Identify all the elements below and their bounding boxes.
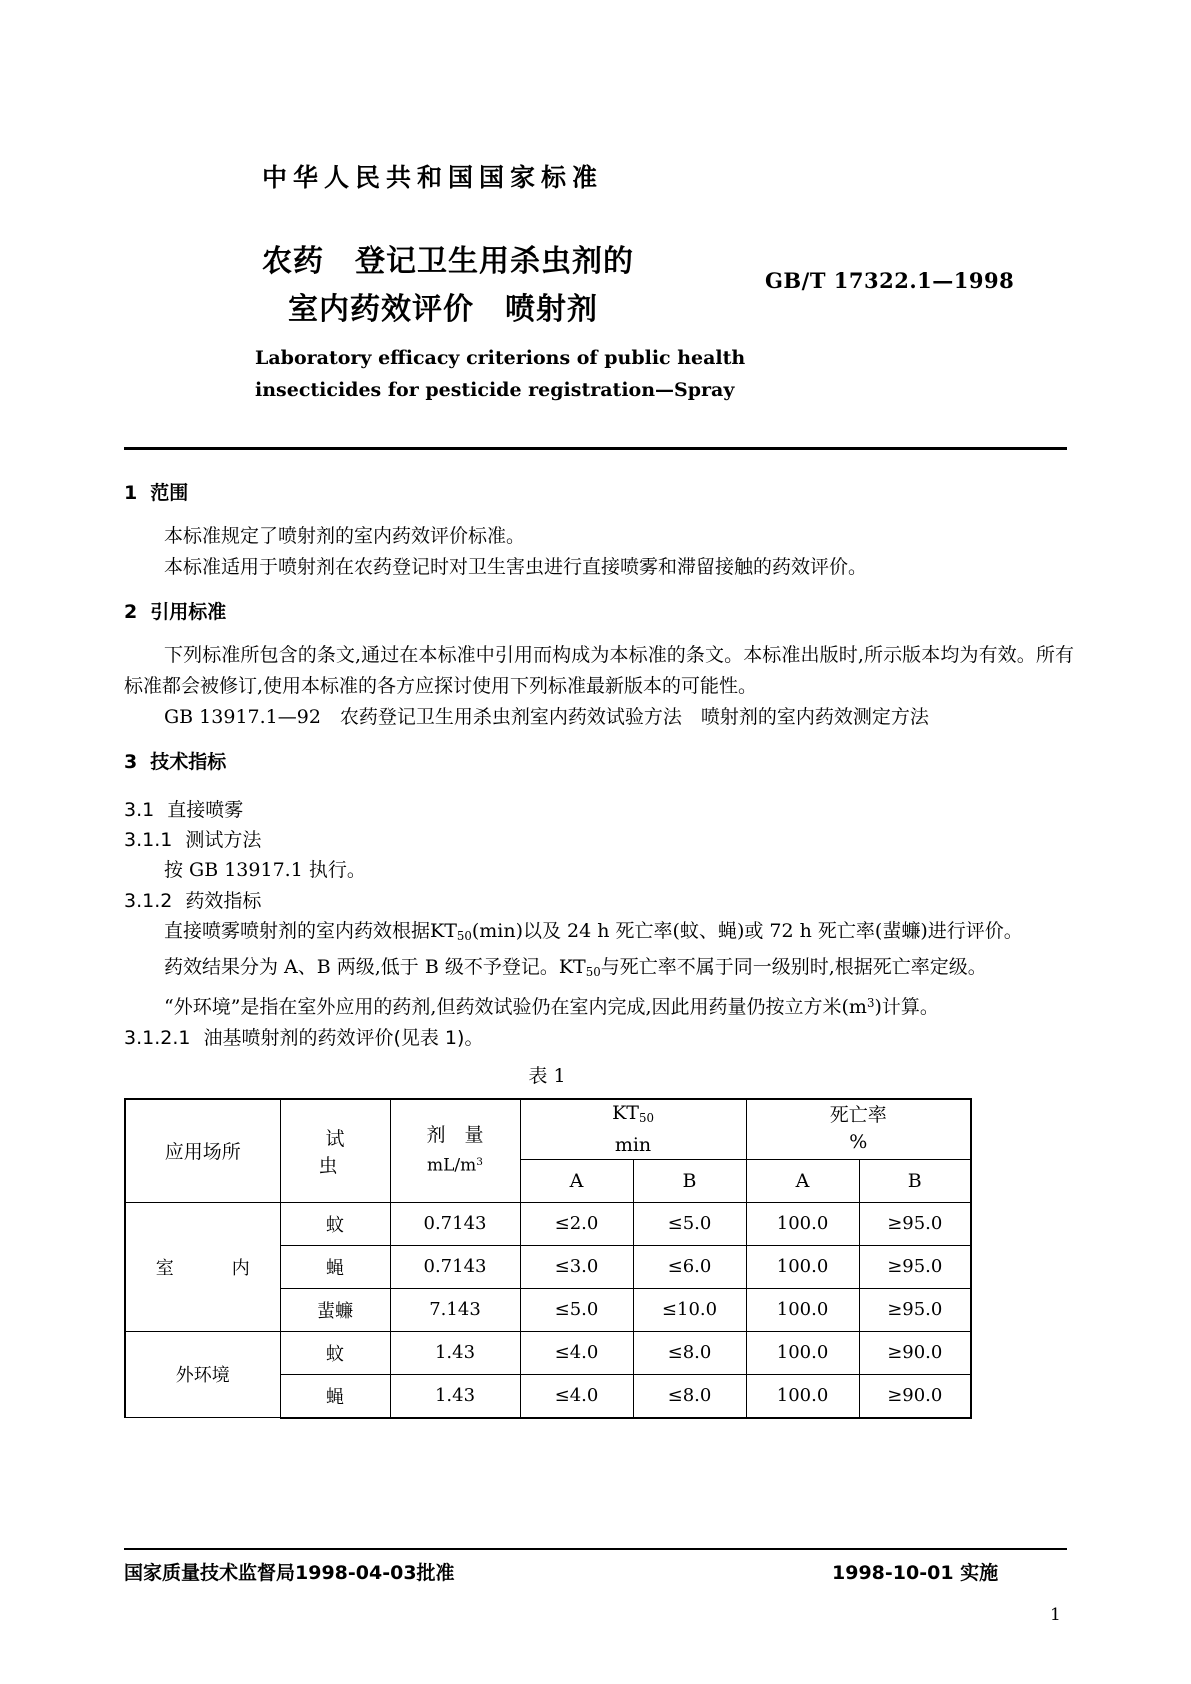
cell-kt50-b: ≤8.0	[633, 1374, 746, 1418]
p2-text-a: 药效结果分为 A、B 两级,低于 B 级不予登记。KT	[164, 955, 586, 978]
cell-kt50-a: ≤5.0	[520, 1288, 633, 1331]
footer-approval-text: 国家质量技术监督局1998‑04‑03批准	[124, 1562, 455, 1584]
section-3-1-2-1-number: 3.1.2.1	[124, 1026, 191, 1049]
header-mortality-label: 死亡率	[829, 1104, 887, 1127]
header-kt50	[520, 1099, 746, 1159]
page-number: 1	[1050, 1605, 1061, 1625]
header-dose	[390, 1099, 520, 1202]
document-title-block	[262, 238, 732, 334]
section-3-1-1-number: 3.1.1	[124, 829, 173, 851]
cell-mortality-b: ≥95.0	[859, 1202, 971, 1245]
cell-insect: 蚊	[280, 1202, 390, 1245]
cell-kt50-a: ≤4.0	[520, 1374, 633, 1418]
section-1-number: 1	[124, 482, 138, 504]
cell-kt50-a: ≤3.0	[520, 1245, 633, 1288]
p2-subscript: 50	[585, 964, 601, 979]
header-kt50-grade-b: B	[633, 1159, 746, 1202]
row-group-place-outdoor: 外环境	[125, 1331, 280, 1418]
header-place: 应用场所	[125, 1099, 280, 1202]
header-kt50-text: KT	[612, 1101, 639, 1124]
standard-number: GB/T 17322.1—1998	[765, 268, 1015, 293]
section-3-1-2-paragraph-3	[124, 988, 1074, 1023]
cell-mortality-a: 100.0	[746, 1374, 859, 1418]
english-subtitle-line-1: Laboratory efficacy criterions of public health	[255, 347, 746, 369]
cell-dose: 1.43	[390, 1331, 520, 1374]
section-3-1-2-paragraph-2	[124, 952, 1074, 988]
section-3-1-title: 直接喷雾	[167, 799, 244, 821]
title-line-1: 农药 登记卫生用杀虫剂的	[262, 244, 634, 279]
section-2-title: 引用标准	[150, 601, 227, 623]
cell-kt50-b: ≤5.0	[633, 1202, 746, 1245]
section-3-1-2-number: 3.1.2	[124, 890, 173, 912]
header-mortality-unit: %	[849, 1131, 868, 1154]
section-heading-2	[124, 597, 1074, 627]
section-2-number: 2	[124, 601, 138, 623]
header-mortality	[746, 1099, 971, 1159]
section-3-title: 技术指标	[150, 751, 227, 773]
header-kt50-label	[521, 1100, 746, 1132]
section-3-number: 3	[124, 751, 138, 773]
header-kt50-unit: min	[614, 1133, 652, 1156]
row-group-place-indoor	[125, 1202, 280, 1331]
efficacy-table	[124, 1098, 972, 1419]
section-1-title: 范围	[150, 482, 189, 504]
header-insect	[280, 1099, 390, 1202]
section-3-1-1-title: 测试方法	[185, 829, 262, 851]
title-line-2: 室内药效评价 喷射剂	[288, 292, 598, 327]
section-2-paragraph-1: 下列标准所包含的条文,通过在本标准中引用而构成为本标准的条文。本标准出版时,所示版本均为有效。所有标准都会被修订,使用本标准的各方应探讨使用下列标准最新版本的可能性。	[124, 644, 1074, 697]
table-row	[125, 1202, 971, 1245]
cell-insect: 蚊	[280, 1331, 390, 1374]
table-header-row-1	[125, 1099, 971, 1159]
english-subtitle-line-2: insecticides for pesticide registration—Spray	[255, 379, 735, 401]
section-heading-3-1-2-1	[124, 1023, 1074, 1053]
cell-kt50-b: ≤8.0	[633, 1331, 746, 1374]
cell-insect: 蝇	[280, 1245, 390, 1288]
p3-text-b: )计算。	[874, 995, 939, 1018]
section-2-reference-standard: GB 13917.1—92 农药登记卫生用杀虫剂室内药效试验方法 喷射剂的室内药效测定方法	[164, 706, 929, 728]
header-kt50-subscript: 50	[638, 1110, 654, 1125]
header-mortality-grade-b: B	[859, 1159, 971, 1202]
document-body	[124, 478, 1074, 1419]
masthead-national-standard: 中华人民共和国国家标准	[262, 163, 604, 192]
header-insect-label: 试 虫	[318, 1127, 392, 1177]
cell-dose: 0.7143	[390, 1245, 520, 1288]
cell-kt50-a: ≤2.0	[520, 1202, 633, 1245]
footer-implementation-date: 1998‑10‑01 实施	[832, 1562, 999, 1584]
p2-text-b: 与死亡率不属于同一级别时,根据死亡率定级。	[600, 955, 987, 978]
header-dose-unit-exponent: 3	[476, 1156, 483, 1169]
section-heading-3-1-1	[124, 825, 1074, 855]
section-heading-1	[124, 478, 1074, 508]
p1-text-b: (min)以及 24 h 死亡率(蚊、蝇)或 72 h 死亡率(蜚蠊)进行评价。	[471, 920, 1023, 942]
cell-mortality-a: 100.0	[746, 1245, 859, 1288]
cell-dose: 1.43	[390, 1374, 520, 1418]
english-subtitle-block	[255, 342, 815, 406]
p3-text-a: “外环境”是指在室外应用的药剂,但药效试验仍在室内完成,因此用药量仍按立方米(m	[164, 995, 867, 1018]
p1-text-a: 直接喷雾喷射剂的室内药效根据KT	[164, 920, 457, 942]
cell-dose: 0.7143	[390, 1202, 520, 1245]
row-group-place-indoor-label: 室 内	[155, 1257, 270, 1279]
section-heading-3-1	[124, 795, 1074, 825]
cell-mortality-b: ≥90.0	[859, 1331, 971, 1374]
footer-divider-rule	[124, 1548, 1067, 1550]
cell-insect: 蝇	[280, 1374, 390, 1418]
section-3-1-number: 3.1	[124, 799, 155, 821]
header-dose-label: 剂 量	[426, 1124, 484, 1147]
header-mortality-grade-a: A	[746, 1159, 859, 1202]
header-dose-unit-text: mL/m	[427, 1155, 477, 1176]
section-3-1-1-paragraph: 按 GB 13917.1 执行。	[164, 859, 366, 881]
cell-kt50-b: ≤6.0	[633, 1245, 746, 1288]
cell-insect: 蜚蠊	[280, 1288, 390, 1331]
table-caption: 表 1	[528, 1064, 566, 1087]
cell-kt50-b: ≤10.0	[633, 1288, 746, 1331]
section-heading-3	[124, 747, 1074, 777]
header-kt50-grade-a: A	[520, 1159, 633, 1202]
table-row	[125, 1331, 971, 1374]
cell-mortality-b: ≥95.0	[859, 1245, 971, 1288]
section-3-1-2-1-title: 油基喷射剂的药效评价(见表 1)。	[203, 1026, 484, 1049]
cell-mortality-a: 100.0	[746, 1331, 859, 1374]
cell-mortality-a: 100.0	[746, 1288, 859, 1331]
cell-mortality-b: ≥90.0	[859, 1374, 971, 1418]
cell-mortality-a: 100.0	[746, 1202, 859, 1245]
p3-superscript: 3	[866, 995, 875, 1010]
section-3-1-2-paragraph-1	[124, 916, 1074, 952]
cell-dose: 7.143	[390, 1288, 520, 1331]
p1-subscript: 50	[456, 928, 472, 943]
cell-mortality-b: ≥95.0	[859, 1288, 971, 1331]
section-1-paragraph-1: 本标准规定了喷射剂的室内药效评价标准。	[164, 525, 526, 547]
section-3-1-2-title: 药效指标	[185, 890, 262, 912]
header-divider-rule	[124, 447, 1067, 450]
cell-kt50-a: ≤4.0	[520, 1331, 633, 1374]
section-1-paragraph-2: 本标准适用于喷射剂在农药登记时对卫生害虫进行直接喷雾和滞留接触的药效评价。	[164, 556, 868, 578]
section-heading-3-1-2	[124, 886, 1074, 916]
header-dose-unit	[391, 1149, 520, 1179]
